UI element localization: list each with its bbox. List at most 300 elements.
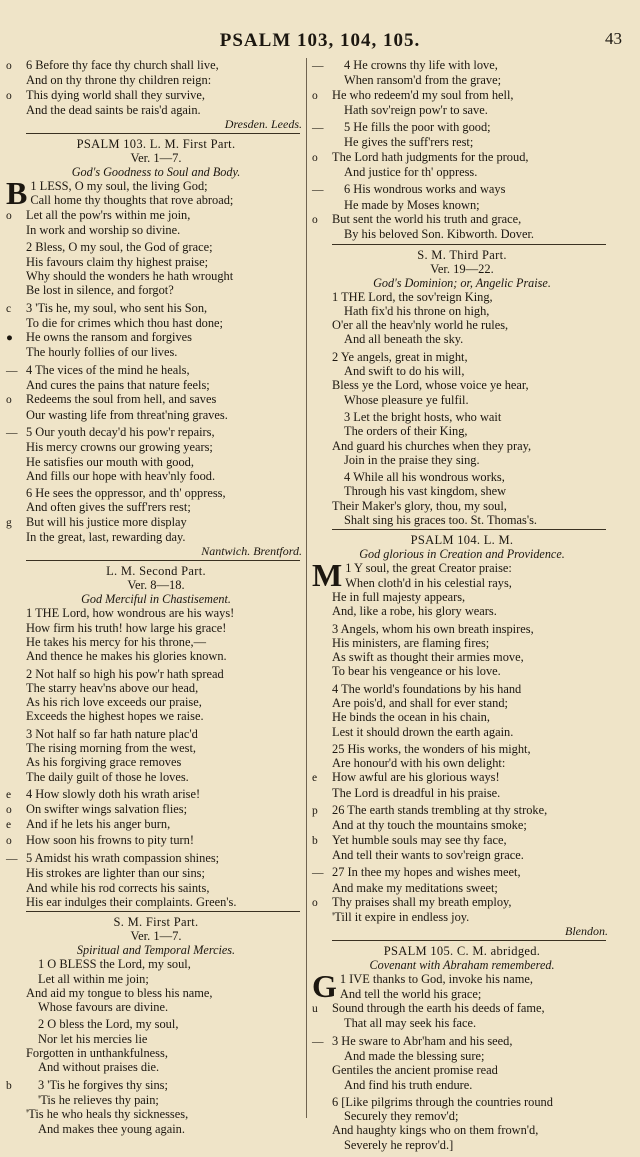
- verse-text: 4 How slowly doth his wrath arise!: [26, 786, 201, 801]
- verse-text: 4 The world's foundations by his hand: [332, 681, 522, 696]
- tune-names: Blendon.: [565, 924, 608, 939]
- verse-line: [6, 469, 306, 483]
- drop-cap: B: [6, 175, 28, 212]
- verse-line: [6, 986, 306, 1000]
- verse-text: Shalt sing his graces too. St. Thomas's.: [344, 513, 538, 528]
- verse-line: [6, 787, 306, 802]
- verse-text: And often gives the suff'rers rest;: [26, 500, 191, 515]
- verse-line: [6, 73, 306, 87]
- verse-line: [312, 818, 612, 832]
- dynamic-mark: —: [312, 184, 324, 197]
- verse-text: 1 THE Lord, the sov'reign King,: [332, 289, 493, 304]
- verse-line: [312, 198, 612, 212]
- verse-line: [312, 1001, 612, 1016]
- verse-line: [6, 895, 306, 909]
- verse-line: [312, 499, 612, 513]
- verse-line: [312, 650, 612, 664]
- verse-text: 1 THE Lord, how wondrous are his ways!: [26, 606, 235, 621]
- verse-line: [6, 817, 306, 832]
- psalm-theme: God Merciful in Chastisement.: [81, 592, 231, 607]
- dynamic-mark: o: [6, 804, 12, 817]
- verse-text: 6 Before thy face thy church shall live,: [26, 58, 219, 72]
- verse-line: [312, 604, 612, 618]
- dynamic-mark: e: [6, 788, 12, 801]
- verse-line: [6, 1017, 306, 1031]
- verse-line: [312, 1049, 612, 1063]
- verse-text: Through his vast kingdom, shew: [344, 484, 507, 499]
- right-column: [312, 58, 612, 1152]
- dynamic-mark: o: [312, 896, 318, 909]
- verse-line: [312, 833, 612, 848]
- verse-text: And make my meditations sweet;: [332, 880, 498, 895]
- verse-text: 5 Amidst his wrath compassion shines;: [26, 851, 220, 866]
- verse-line: [6, 833, 306, 848]
- verse-text: He gives the suff'rers rest;: [344, 135, 474, 150]
- verse-text: To bear his vengeance or his love.: [332, 664, 501, 679]
- verse-text: 25 His works, the wonders of his might,: [332, 741, 531, 756]
- verse-text: And fills our hope with heav'nly food.: [26, 468, 216, 483]
- dynamic-mark: e: [312, 772, 318, 785]
- verse-line: [312, 513, 612, 527]
- verse-line: [6, 606, 306, 620]
- verse-line: [6, 972, 306, 986]
- verse-line: [312, 1123, 612, 1137]
- verse-line: [6, 851, 306, 866]
- verse-text: Severely he reprov'd.]: [344, 1137, 454, 1152]
- verse-line: [312, 1034, 612, 1049]
- verse-text: His favours claim thy highest praise;: [26, 254, 209, 269]
- verse-text: How awful are his glorious ways!: [332, 770, 500, 785]
- verse-line: [6, 316, 306, 330]
- verse-line: [6, 269, 306, 283]
- verse-text: And thence he makes his glories known.: [26, 649, 227, 664]
- verse-line: [6, 727, 306, 741]
- verse-line: [6, 240, 306, 254]
- verse-text: He satisfies our mouth with good,: [26, 454, 194, 469]
- verse-line: [312, 318, 612, 332]
- psalm-heading: PSALM 103. L. M. First Part.: [76, 137, 236, 152]
- verse-text: Redeems the soul from hell, and saves: [26, 392, 217, 407]
- verse-text: And on thy throne thy children reign:: [26, 73, 212, 88]
- verse-line: [6, 378, 306, 392]
- running-title: PSALM 103, 104, 105.: [219, 30, 421, 51]
- dynamic-mark: p: [312, 805, 318, 818]
- verse-text: Gentiles the ancient promise read: [332, 1063, 498, 1078]
- verse-text: Sound through the earth his deeds of fame,: [332, 1001, 545, 1016]
- verse-line: [312, 290, 612, 304]
- verse-text: Hath sov'reign pow'r to save.: [344, 102, 488, 117]
- verse-text: As his forgiving grace removes: [26, 755, 182, 770]
- verse-text: Lest it should drown the earth again.: [332, 724, 514, 739]
- verse-line: [312, 1109, 612, 1123]
- dynamic-mark: c: [6, 302, 12, 315]
- tune-names: Nantwich. Brentford.: [201, 544, 302, 559]
- dynamic-mark: ●: [6, 332, 13, 345]
- verse-range: Ver. 1—7.: [130, 929, 182, 944]
- verse-line: [312, 150, 612, 165]
- verse-line: [312, 710, 612, 724]
- section-rule: [332, 244, 606, 245]
- verse-line: [6, 392, 306, 407]
- verse-line: [6, 103, 306, 117]
- verse-text: In the great, last, rewarding day.: [26, 530, 186, 545]
- verse-range: Ver. 19—22.: [430, 261, 494, 276]
- verse-line: [6, 363, 306, 378]
- verse-range: Ver. 8—18.: [127, 578, 185, 593]
- verse-text: His ear indulges their complaints. Green's.: [26, 894, 237, 909]
- verse-line: [6, 330, 306, 345]
- verse-text: And at thy touch the mountains smoke;: [332, 818, 527, 833]
- verse-line: [6, 1032, 306, 1046]
- verse-line: [312, 120, 612, 135]
- psalm-theme: Spiritual and Temporal Mercies.: [76, 943, 236, 958]
- verse-line: [6, 255, 306, 269]
- drop-cap: G: [312, 968, 337, 1005]
- verse-text: But will his justice more display: [26, 514, 187, 529]
- psalm-heading: PSALM 104. L. M.: [410, 533, 514, 548]
- psalm-theme: God glorious in Creation and Providence.: [359, 547, 565, 562]
- verse-text: Bless ye the Lord, whose voice ye hear,: [332, 378, 529, 393]
- verse-line: [312, 881, 612, 895]
- verse-text: He in full majesty appears,: [332, 589, 466, 604]
- verse-line: [6, 1078, 306, 1093]
- verse-line: [6, 301, 306, 316]
- page-number: 43: [605, 29, 622, 48]
- verse-line: [312, 865, 612, 880]
- verse-line: [312, 470, 612, 484]
- verse-text: 3 'Tis he, my soul, who sent his Son,: [26, 300, 208, 315]
- verse-line: [6, 1122, 306, 1136]
- verse-line: [6, 709, 306, 723]
- psalm-heading: L. M. Second Part.: [106, 564, 206, 579]
- verse-text: His mercy crowns our growing years;: [26, 440, 213, 455]
- verse-line: [312, 212, 612, 227]
- dynamic-mark: b: [6, 1079, 12, 1092]
- dynamic-mark: o: [6, 394, 12, 407]
- verse-range: Ver. 1—7.: [130, 151, 182, 166]
- verse-line: [312, 165, 612, 179]
- verse-line: [312, 848, 612, 862]
- verse-text: And made the blessing sure;: [344, 1048, 485, 1063]
- verse-text: How firm his truth! how large his grace!: [26, 620, 227, 635]
- dynamic-mark: b: [312, 834, 318, 847]
- verse-line: [312, 590, 612, 604]
- verse-text: Forgotten in unthankfulness,: [26, 1046, 168, 1061]
- verse-line: [312, 1016, 612, 1030]
- page-header: [0, 30, 640, 54]
- verse-line: [6, 635, 306, 649]
- verse-line: [312, 803, 612, 818]
- dynamic-mark: o: [6, 89, 12, 102]
- verse-line: Call home thy thoughts that rove abroad;: [30, 193, 234, 208]
- verse-line: [312, 135, 612, 149]
- section-rule: [26, 560, 300, 561]
- verse-text: The rising morning from the west,: [26, 740, 196, 755]
- drop-cap-block: [312, 968, 612, 1005]
- verse-text: Nor let his mercies lie: [38, 1031, 148, 1046]
- verse-line: [312, 453, 612, 467]
- verse-text: And all beneath the sky.: [344, 332, 464, 347]
- verse-line: And tell the world his grace;: [339, 986, 482, 1001]
- verse-line: [6, 425, 306, 440]
- section-rule: [332, 529, 606, 530]
- drop-cap-block: [6, 175, 306, 212]
- verse-line: [6, 755, 306, 769]
- verse-line: [6, 881, 306, 895]
- psalm-theme: Covenant with Abraham remembered.: [369, 958, 555, 973]
- verse-text: The Lord is dreadful in his praise.: [332, 785, 501, 800]
- verse-text: 6 His wondrous works and ways: [344, 182, 506, 197]
- verse-text: Are honour'd with his own delight:: [332, 756, 506, 771]
- verse-text: Be lost in silence, and forgot?: [26, 283, 174, 298]
- verse-text: The hourly follies of our lives.: [26, 345, 178, 360]
- psalm-theme: God's Goodness to Soul and Body.: [71, 165, 241, 180]
- verse-line: [312, 332, 612, 346]
- verse-text: And while his rod corrects his saints,: [26, 880, 210, 895]
- verse-text: He binds the ocean in his chain,: [332, 710, 490, 725]
- verse-line: [6, 1000, 306, 1014]
- verse-text: And tell their wants to sov'reign grace.: [332, 847, 524, 862]
- verse-line: [312, 58, 612, 73]
- verse-text: And haughty kings who on them frown'd,: [332, 1123, 539, 1138]
- verse-line: [312, 378, 612, 392]
- dynamic-mark: —: [6, 853, 18, 866]
- verse-line: [6, 667, 306, 681]
- verse-line: [312, 73, 612, 87]
- verse-line: [312, 88, 612, 103]
- verse-line: [6, 681, 306, 695]
- verse-line: 1 Y soul, the great Creator praise:: [345, 561, 512, 576]
- verse-line: [312, 182, 612, 197]
- verse-text: 4 While all his wondrous works,: [344, 470, 505, 485]
- verse-text: Whose favours are divine.: [38, 1000, 169, 1015]
- verse-line: [312, 1078, 612, 1092]
- verse-line: [6, 802, 306, 817]
- verse-line: [312, 364, 612, 378]
- verse-text: Let all the pow'rs within me join,: [26, 207, 191, 222]
- dynamic-mark: o: [312, 89, 318, 102]
- drop-cap: M: [312, 557, 343, 594]
- verse-text: To die for crimes which thou hast done;: [26, 315, 223, 330]
- verse-line: [6, 408, 306, 422]
- verse-line: [6, 530, 306, 544]
- dynamic-mark: —: [312, 867, 324, 880]
- verse-line: [312, 103, 612, 117]
- verse-text: And swift to do his will,: [344, 364, 465, 379]
- verse-text: 2 Bless, O my soul, the God of grace;: [26, 240, 213, 255]
- verse-text: 5 He fills the poor with good;: [344, 120, 491, 135]
- verse-text: And without praises die.: [38, 1060, 160, 1075]
- dynamic-mark: o: [6, 834, 12, 847]
- verse-text: 2 O bless the Lord, my soul,: [38, 1017, 179, 1032]
- verse-line: [6, 695, 306, 709]
- verse-line: [312, 227, 612, 241]
- verse-line: [6, 1060, 306, 1074]
- verse-text: His strokes are lighter than our sins;: [26, 866, 205, 881]
- verse-text: Whose pleasure ye fulfil.: [344, 392, 469, 407]
- verse-text: And cures the pains that nature feels;: [26, 378, 210, 393]
- verse-line: [312, 439, 612, 453]
- verse-text: Yet humble souls may see thy face,: [332, 832, 507, 847]
- verse-text: The starry heav'ns above our head,: [26, 680, 199, 695]
- verse-line: [312, 424, 612, 438]
- verse-text: How soon his frowns to pity turn!: [26, 832, 194, 847]
- verse-line: [6, 1107, 306, 1121]
- verse-text: Are pois'd, and shall for ever stand;: [332, 695, 508, 710]
- verse-text: 3 Not half so far hath nature plac'd: [26, 726, 198, 741]
- verse-line: 1 IVE thanks to God, invoke his name,: [339, 972, 533, 987]
- verse-text: Securely they remov'd;: [344, 1109, 459, 1124]
- verse-text: He owns the ransom and forgives: [26, 330, 192, 345]
- verse-line: [6, 1046, 306, 1060]
- verse-line: [6, 770, 306, 784]
- verse-line: [312, 1138, 612, 1152]
- verse-text: Hath fix'd his throne on high,: [344, 303, 490, 318]
- verse-text: 4 The vices of the mind he heals,: [26, 362, 190, 377]
- verse-line: [6, 283, 306, 297]
- dynamic-mark: o: [6, 60, 12, 72]
- verse-text: 'Till it expire in endless joy.: [332, 910, 470, 925]
- verse-text: As his rich love exceeds our praise,: [26, 695, 202, 710]
- verse-line: [6, 58, 306, 73]
- verse-text: 27 In thee my hopes and wishes meet,: [332, 865, 521, 880]
- verse-text: He made by Moses known;: [344, 197, 480, 212]
- dynamic-mark: —: [312, 60, 324, 72]
- dynamic-mark: o: [312, 213, 318, 226]
- section-rule: [26, 133, 300, 134]
- verse-text: The Lord hath judgments for the proud,: [332, 149, 529, 164]
- dynamic-mark: —: [312, 122, 324, 135]
- verse-text: 26 The earth stands trembling at thy stroke,: [332, 803, 548, 818]
- verse-text: The daily guilt of those he loves.: [26, 769, 189, 784]
- psalm-heading: S. M. Third Part.: [417, 247, 507, 262]
- verse-text: Thy praises shall my breath employ,: [332, 894, 512, 909]
- drop-cap-block: [312, 557, 612, 594]
- verse-text: He who redeem'd my soul from hell,: [332, 87, 514, 102]
- verse-line: [6, 500, 306, 514]
- verse-text: By his beloved Son. Kibworth. Dover.: [344, 227, 534, 242]
- dynamic-mark: —: [6, 426, 18, 439]
- verse-line: When cloth'd in his celestial rays,: [345, 575, 512, 590]
- verse-text: 3 Angels, whom his own breath inspires,: [332, 621, 534, 636]
- verse-line: [312, 1063, 612, 1077]
- verse-text: His ministers, are flaming fires;: [332, 635, 490, 650]
- verse-text: 3 Let the bright hosts, who wait: [344, 409, 502, 424]
- verse-text: Why should the wonders he hath wrought: [26, 268, 234, 283]
- dynamic-mark: u: [312, 1003, 318, 1016]
- dynamic-mark: o: [6, 209, 12, 222]
- verse-line: 1 LESS, O my soul, the living God;: [30, 179, 208, 194]
- psalm-heading: PSALM 105. C. M. abridged.: [383, 944, 541, 959]
- verse-line: [6, 866, 306, 880]
- verse-line: [6, 208, 306, 223]
- verse-text: 6 He sees the oppressor, and th' oppress,: [26, 486, 226, 501]
- verse-text: 6 [Like pilgrims through the countries round: [332, 1094, 553, 1109]
- verse-line: [6, 88, 306, 103]
- verse-text: 'Tis he relieves thy pain;: [38, 1092, 159, 1107]
- verse-line: [312, 682, 612, 696]
- verse-text: Let all within me join;: [38, 971, 149, 986]
- psalm-heading: S. M. First Part.: [113, 915, 199, 930]
- verse-text: Join in the praise they sing.: [344, 452, 480, 467]
- verse-text: And justice for th' oppress.: [344, 165, 478, 180]
- verse-text: And makes thee young again.: [38, 1121, 185, 1136]
- verse-text: When ransom'd from the grave;: [344, 73, 502, 88]
- verse-line: [312, 304, 612, 318]
- section-rule: [26, 911, 300, 912]
- verse-text: That all may seek his face.: [344, 1016, 477, 1031]
- verse-text: 1 O BLESS the Lord, my soul,: [38, 957, 191, 972]
- verse-line: [312, 756, 612, 770]
- verse-line: [6, 621, 306, 635]
- verse-line: [312, 393, 612, 407]
- verse-text: On swifter wings salvation flies;: [26, 802, 188, 817]
- verse-text: 'Tis he who heals thy sicknesses,: [26, 1107, 189, 1122]
- verse-text: Exceeds the highest hopes we raise.: [26, 709, 204, 724]
- verse-text: And aid my tongue to bless his name,: [26, 985, 213, 1000]
- verse-text: The orders of their King,: [344, 424, 468, 439]
- verse-line: [312, 1095, 612, 1109]
- verse-text: 5 Our youth decay'd his pow'r repairs,: [26, 424, 215, 439]
- verse-line: [6, 223, 306, 237]
- dynamic-mark: e: [6, 819, 12, 832]
- column-divider: [306, 58, 307, 1118]
- verse-text: 3 He sware to Abr'ham and his seed,: [332, 1033, 513, 1048]
- verse-line: [312, 725, 612, 739]
- verse-text: And find his truth endure.: [344, 1077, 473, 1092]
- verse-line: [312, 910, 612, 924]
- verse-text: In work and worship so divine.: [26, 223, 181, 238]
- verse-line: [6, 649, 306, 663]
- verse-line: [312, 484, 612, 498]
- verse-text: This dying world shall they survive,: [26, 87, 205, 102]
- verse-text: O'er all the heav'nly world he rules,: [332, 318, 509, 333]
- verse-text: And the dead saints be rais'd again.: [26, 102, 201, 117]
- verse-line: [6, 486, 306, 500]
- verse-line: [312, 786, 612, 800]
- verse-text: 3 'Tis he forgives thy sins;: [38, 1077, 168, 1092]
- verse-line: [312, 770, 612, 785]
- left-column: [6, 58, 306, 1136]
- tune-names: Dresden. Leeds.: [224, 117, 302, 132]
- psalm-theme: God's Dominion; or, Angelic Praise.: [373, 275, 551, 290]
- verse-text: Their Maker's glory, thou, my soul,: [332, 498, 507, 513]
- verse-text: Our wasting life from threat'ning graves.: [26, 407, 228, 422]
- verse-line: [6, 440, 306, 454]
- verse-line: [6, 957, 306, 971]
- verse-line: [312, 742, 612, 756]
- dynamic-mark: o: [312, 151, 318, 164]
- verse-line: [312, 410, 612, 424]
- verse-text: And, like a robe, his glory wears.: [332, 604, 497, 619]
- verse-line: [312, 664, 612, 678]
- verse-line: [312, 696, 612, 710]
- verse-line: [312, 622, 612, 636]
- verse-text: As swift as thought their armies move,: [332, 650, 524, 665]
- verse-text: 4 He crowns thy life with love,: [344, 58, 498, 72]
- dynamic-mark: —: [6, 364, 18, 377]
- verse-line: [312, 350, 612, 364]
- section-rule: [332, 940, 606, 941]
- verse-line: [312, 636, 612, 650]
- verse-text: But sent the world his truth and grace,: [332, 211, 522, 226]
- verse-text: He takes his mercy for his throne,—: [26, 634, 206, 649]
- verse-text: And guard his churches when they pray,: [332, 438, 532, 453]
- verse-line: [312, 895, 612, 910]
- verse-line: [6, 455, 306, 469]
- verse-line: [6, 515, 306, 530]
- dynamic-mark: —: [312, 1035, 324, 1048]
